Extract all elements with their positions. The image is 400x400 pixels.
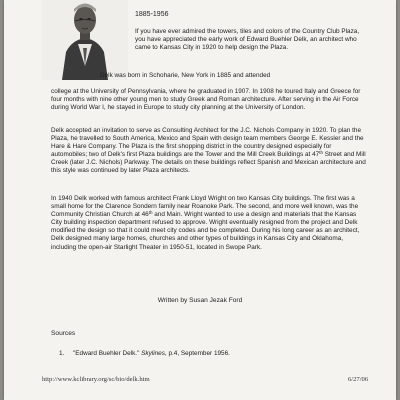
source-number: 1.	[59, 350, 65, 357]
source-item	[59, 350, 230, 357]
plaza-text-part2: Street and Mill Creek (later J.C. Nichols) Parkway. The details on these buildings reflect Spanish and Mexican architecture and this style was continued by later Plaza architects.	[51, 151, 366, 175]
paragraph-early-life-start: Delk was born in Schoharie, New York in 1885 and attended	[100, 72, 271, 79]
source-publication-title: Skylines	[141, 350, 165, 357]
paragraph-early-life: college at the University of Pennsylvania, where he graduated in 1907. In 1908 he toured Italy and Greece for four months with nine other young men to study Greek and Roman architecture. After serving in the Air Force during World War I, he stayed in Europe to study city planning at the University of London.	[51, 88, 361, 112]
byline: Written by Susan Jezak Ford	[157, 297, 243, 304]
paragraph-plaza-work	[51, 127, 369, 176]
ordinal-suffix: th	[319, 150, 323, 156]
paragraph-wright-work	[51, 195, 369, 252]
plaza-text-part1: Delk accepted an invitation to serve as Consulting Architect for the J.C. Nichols Company in 1920. To plan the Plaza, he travelled to South America, Mexico and Spain with design team members George E. Kessler and the Hare & Hare Company. The Plaza is the first shopping district in the country designed especially for automobiles; two of Delk's first Plaza buildings are the Tower and the Mill Creek Buildings at 47	[51, 127, 364, 159]
footer-url: http://www.kclibrary.org/sc/bio/delk.htm	[42, 376, 150, 383]
source-citation-post: , p.4, September 1956.	[164, 350, 230, 357]
paragraph-intro: If you have ever admired the towers, tiles and colors of the Country Club Plaza, you have appreciated the early work of Edward Buehler Delk, an architect who came to Kansas City in 1920 to help design the Plaza.	[135, 28, 360, 52]
sources-heading: Sources	[51, 330, 76, 337]
wright-text-part2: and Main. Wright wanted to use a design and materials that the Kansas City building inspection department refused to approve. Wright eventually resigned from the project and Delk modified the design so that it could meet city codes and be completed. During his long career as an architect, Delk designed many large homes, churches and other types of buildings in Kansas City and Oklahoma, including the open-air Starlight Theater in 1950-51, located in Swope Park.	[51, 211, 360, 251]
wright-text-part1: In 1940 Delk worked with famous architect Frank Lloyd Wright on two Kansas City buildings. The first was a small home for the Clarence Sondern family near Roanoke Park. The second, and more well known, was the Community Christian Church at 46	[51, 195, 359, 219]
footer-date: 6/27/06	[348, 376, 369, 383]
portrait-photo	[42, 0, 128, 80]
ordinal-suffix: th	[148, 210, 153, 216]
source-citation-pre: "Edward Buehler Delk."	[73, 350, 142, 357]
life-dates: 1885-1956	[135, 11, 169, 18]
